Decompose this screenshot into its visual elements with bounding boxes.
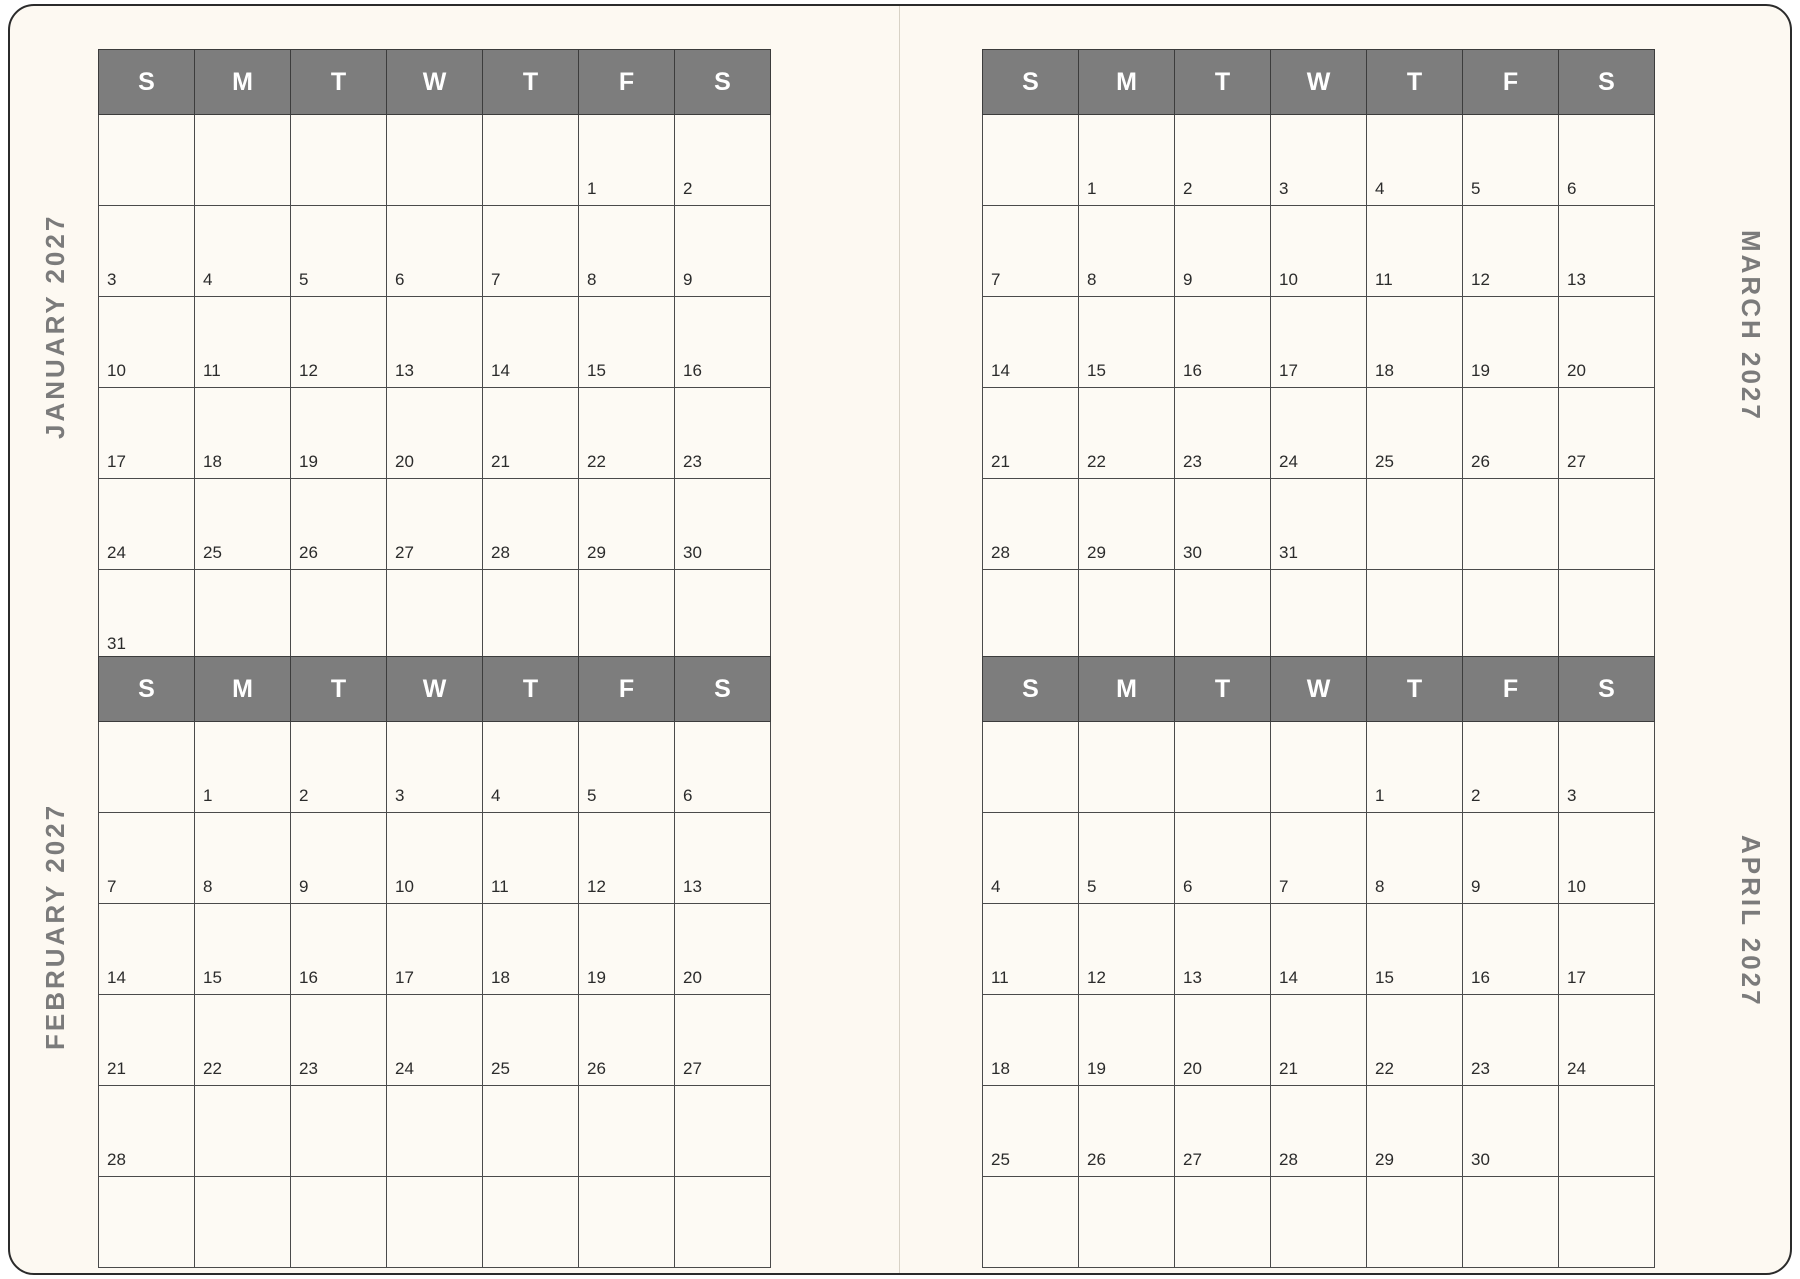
calendar-day-cell[interactable]: 5 [291, 206, 387, 297]
calendar-week-row [99, 1086, 771, 1177]
weekday-header-cell: T [1367, 657, 1463, 722]
calendar-day-cell[interactable]: 18 [983, 995, 1079, 1086]
calendar-day-cell[interactable]: 7 [483, 206, 579, 297]
calendar-empty-cell[interactable] [483, 115, 579, 206]
calendar-week-row [983, 388, 1655, 479]
calendar-empty-cell[interactable] [387, 570, 483, 661]
calendar-empty-cell[interactable] [1367, 1177, 1463, 1268]
weekday-header-cell: M [1079, 657, 1175, 722]
calendar-day-cell[interactable]: 28 [1271, 1086, 1367, 1177]
calendar-day-cell[interactable]: 4 [1367, 115, 1463, 206]
calendar-empty-cell[interactable] [291, 115, 387, 206]
calendar-day-cell[interactable]: 28 [99, 1086, 195, 1177]
calendar-day-cell[interactable]: 13 [675, 813, 771, 904]
calendar-day-cell[interactable]: 25 [1367, 388, 1463, 479]
calendar-day-cell[interactable]: 29 [1367, 1086, 1463, 1177]
calendar-empty-cell[interactable] [291, 1177, 387, 1268]
weekday-header-cell: T [483, 50, 579, 115]
calendar-day-cell[interactable]: 23 [291, 995, 387, 1086]
calendar-day-cell[interactable]: 19 [291, 388, 387, 479]
weekday-header-cell: W [387, 657, 483, 722]
calendar-day-cell[interactable]: 7 [1271, 813, 1367, 904]
calendar-empty-cell[interactable] [483, 1177, 579, 1268]
calendar-day-cell[interactable]: 20 [1559, 297, 1655, 388]
calendar-day-cell[interactable]: 29 [1079, 479, 1175, 570]
calendar-week-row [99, 570, 771, 661]
calendar-day-cell[interactable]: 22 [1367, 995, 1463, 1086]
calendar-week-row [983, 904, 1655, 995]
weekday-header-cell: W [1271, 657, 1367, 722]
calendar-day-cell[interactable]: 22 [579, 388, 675, 479]
weekday-header-cell: F [579, 657, 675, 722]
calendar-empty-cell[interactable] [1463, 570, 1559, 661]
calendar-day-cell[interactable]: 18 [195, 388, 291, 479]
calendar-day-cell[interactable]: 17 [99, 388, 195, 479]
weekday-header-cell: F [1463, 657, 1559, 722]
calendar-day-cell[interactable]: 7 [983, 206, 1079, 297]
calendar-april[interactable] [982, 656, 1655, 1268]
weekday-header-cell: S [675, 50, 771, 115]
weekday-header-cell: M [195, 50, 291, 115]
month-label-march: MARCH 2027 [1736, 230, 1766, 422]
calendar-day-cell[interactable]: 17 [387, 904, 483, 995]
calendar-day-cell[interactable]: 3 [1559, 722, 1655, 813]
calendar-week-row [99, 904, 771, 995]
planner-spread [8, 4, 1792, 1275]
calendar-empty-cell[interactable] [675, 1086, 771, 1177]
calendar-day-cell[interactable]: 13 [1175, 904, 1271, 995]
calendar-empty-cell[interactable] [675, 570, 771, 661]
weekday-header-cell: M [195, 657, 291, 722]
calendar-empty-cell[interactable] [1079, 722, 1175, 813]
calendar-empty-cell[interactable] [387, 1086, 483, 1177]
weekday-header-cell: M [1079, 50, 1175, 115]
weekday-header-cell: S [1559, 657, 1655, 722]
calendar-empty-cell[interactable] [387, 1177, 483, 1268]
calendar-week-row [99, 995, 771, 1086]
calendar-week-row [99, 388, 771, 479]
calendar-day-cell[interactable]: 15 [195, 904, 291, 995]
planner-right-page [900, 6, 1790, 1273]
calendar-day-cell[interactable]: 28 [983, 479, 1079, 570]
calendar-week-row [99, 1177, 771, 1268]
calendar-day-cell[interactable]: 26 [1079, 1086, 1175, 1177]
calendar-day-cell[interactable]: 16 [291, 904, 387, 995]
weekday-header-cell: S [675, 657, 771, 722]
calendar-day-cell[interactable]: 16 [675, 297, 771, 388]
calendar-empty-cell[interactable] [195, 1086, 291, 1177]
calendar-day-cell[interactable]: 30 [675, 479, 771, 570]
calendar-day-cell[interactable]: 15 [579, 297, 675, 388]
calendar-day-cell[interactable]: 4 [483, 722, 579, 813]
calendar-day-cell[interactable]: 21 [1271, 995, 1367, 1086]
calendar-day-cell[interactable]: 9 [1175, 206, 1271, 297]
calendar-empty-cell[interactable] [1367, 479, 1463, 570]
calendar-day-cell[interactable]: 20 [387, 388, 483, 479]
calendar-day-cell[interactable]: 1 [195, 722, 291, 813]
calendar-day-cell[interactable]: 10 [1559, 813, 1655, 904]
calendar-day-cell[interactable]: 31 [1271, 479, 1367, 570]
calendar-week-row [99, 206, 771, 297]
calendar-day-cell[interactable]: 22 [195, 995, 291, 1086]
calendar-day-cell[interactable]: 14 [1271, 904, 1367, 995]
calendar-empty-cell[interactable] [1559, 479, 1655, 570]
calendar-empty-cell[interactable] [291, 1086, 387, 1177]
calendar-day-cell[interactable]: 26 [291, 479, 387, 570]
calendar-week-row [983, 479, 1655, 570]
calendar-day-cell[interactable]: 1 [1079, 115, 1175, 206]
calendar-empty-cell[interactable] [1271, 570, 1367, 661]
calendar-day-cell[interactable]: 2 [291, 722, 387, 813]
weekday-header-cell: S [99, 657, 195, 722]
weekday-header-cell: T [291, 50, 387, 115]
calendar-empty-cell[interactable] [1175, 1177, 1271, 1268]
calendar-week-row [983, 570, 1655, 661]
calendar-empty-cell[interactable] [99, 115, 195, 206]
weekday-header-row [983, 50, 1655, 115]
calendar-day-cell[interactable]: 31 [99, 570, 195, 661]
month-label-april: APRIL 2027 [1736, 834, 1766, 1008]
weekday-header-row [99, 657, 771, 722]
calendar-empty-cell[interactable] [483, 570, 579, 661]
calendar-day-cell[interactable]: 2 [1463, 722, 1559, 813]
calendar-day-cell[interactable]: 27 [387, 479, 483, 570]
calendar-day-cell[interactable]: 5 [579, 722, 675, 813]
calendar-day-cell[interactable]: 9 [291, 813, 387, 904]
calendar-day-cell[interactable]: 23 [1463, 995, 1559, 1086]
calendar-day-cell[interactable]: 17 [1271, 297, 1367, 388]
calendar-day-cell[interactable]: 4 [195, 206, 291, 297]
weekday-header-cell: S [99, 50, 195, 115]
calendar-day-cell[interactable]: 13 [387, 297, 483, 388]
calendar-day-cell[interactable]: 12 [1079, 904, 1175, 995]
calendar-empty-cell[interactable] [983, 1177, 1079, 1268]
calendar-empty-cell[interactable] [579, 1177, 675, 1268]
calendar-week-row [983, 722, 1655, 813]
calendar-empty-cell[interactable] [1079, 1177, 1175, 1268]
calendar-day-cell[interactable]: 10 [99, 297, 195, 388]
calendar-day-cell[interactable]: 10 [387, 813, 483, 904]
planner-left-page [10, 6, 900, 1273]
calendar-empty-cell[interactable] [195, 570, 291, 661]
calendar-day-cell[interactable]: 12 [291, 297, 387, 388]
calendar-day-cell[interactable]: 8 [579, 206, 675, 297]
calendar-empty-cell[interactable] [483, 1086, 579, 1177]
calendar-day-cell[interactable]: 24 [1559, 995, 1655, 1086]
weekday-header-cell: S [1559, 50, 1655, 115]
calendar-day-cell[interactable]: 15 [1079, 297, 1175, 388]
calendar-day-cell[interactable]: 5 [1463, 115, 1559, 206]
calendar-day-cell[interactable]: 25 [483, 995, 579, 1086]
calendar-day-cell[interactable]: 25 [195, 479, 291, 570]
calendar-day-cell[interactable]: 3 [387, 722, 483, 813]
calendar-day-cell[interactable]: 24 [1271, 388, 1367, 479]
weekday-header-cell: S [983, 50, 1079, 115]
calendar-week-row [99, 297, 771, 388]
calendar-empty-cell[interactable] [1559, 570, 1655, 661]
calendar-empty-cell[interactable] [99, 722, 195, 813]
calendar-march[interactable] [982, 49, 1655, 661]
calendar-day-cell[interactable]: 12 [579, 813, 675, 904]
calendar-day-cell[interactable]: 18 [483, 904, 579, 995]
calendar-day-cell[interactable]: 21 [99, 995, 195, 1086]
calendar-empty-cell[interactable] [387, 115, 483, 206]
calendar-day-cell[interactable]: 28 [483, 479, 579, 570]
calendar-day-cell[interactable]: 6 [675, 722, 771, 813]
calendar-empty-cell[interactable] [1463, 479, 1559, 570]
calendar-day-cell[interactable]: 15 [1367, 904, 1463, 995]
calendar-day-cell[interactable]: 17 [1559, 904, 1655, 995]
weekday-header-cell: F [1463, 50, 1559, 115]
calendar-day-cell[interactable]: 16 [1463, 904, 1559, 995]
calendar-day-cell[interactable]: 16 [1175, 297, 1271, 388]
calendar-day-cell[interactable]: 2 [675, 115, 771, 206]
month-label-january: JANUARY 2027 [40, 213, 70, 439]
calendar-day-cell[interactable]: 11 [195, 297, 291, 388]
calendar-day-cell[interactable]: 8 [1079, 206, 1175, 297]
calendar-day-cell[interactable]: 3 [1271, 115, 1367, 206]
calendar-empty-cell[interactable] [99, 1177, 195, 1268]
calendar-january[interactable] [98, 49, 771, 661]
calendar-day-cell[interactable]: 14 [983, 297, 1079, 388]
weekday-header-row [99, 50, 771, 115]
calendar-week-row [983, 115, 1655, 206]
calendar-day-cell[interactable]: 3 [99, 206, 195, 297]
calendar-day-cell[interactable]: 26 [1463, 388, 1559, 479]
calendar-day-cell[interactable]: 7 [99, 813, 195, 904]
calendar-day-cell[interactable]: 30 [1463, 1086, 1559, 1177]
calendar-empty-cell[interactable] [1367, 570, 1463, 661]
calendar-empty-cell[interactable] [1271, 722, 1367, 813]
calendar-week-row [983, 1086, 1655, 1177]
calendar-day-cell[interactable]: 12 [1463, 206, 1559, 297]
calendar-empty-cell[interactable] [1559, 1177, 1655, 1268]
calendar-week-row [99, 479, 771, 570]
calendar-day-cell[interactable]: 6 [387, 206, 483, 297]
calendar-empty-cell[interactable] [983, 722, 1079, 813]
weekday-header-cell: W [1271, 50, 1367, 115]
calendar-day-cell[interactable]: 21 [983, 388, 1079, 479]
weekday-header-cell: T [1175, 657, 1271, 722]
calendar-day-cell[interactable]: 24 [99, 479, 195, 570]
calendar-day-cell[interactable]: 22 [1079, 388, 1175, 479]
calendar-empty-cell[interactable] [1175, 570, 1271, 661]
calendar-week-row [983, 813, 1655, 904]
calendar-week-row [983, 995, 1655, 1086]
calendar-day-cell[interactable]: 13 [1559, 206, 1655, 297]
calendar-day-cell[interactable]: 9 [675, 206, 771, 297]
calendar-empty-cell[interactable] [1463, 1177, 1559, 1268]
calendar-day-cell[interactable]: 6 [1559, 115, 1655, 206]
calendar-day-cell[interactable]: 23 [675, 388, 771, 479]
calendar-empty-cell[interactable] [1079, 570, 1175, 661]
weekday-header-cell: T [1367, 50, 1463, 115]
weekday-header-cell: T [291, 657, 387, 722]
calendar-empty-cell[interactable] [195, 1177, 291, 1268]
calendar-day-cell[interactable]: 10 [1271, 206, 1367, 297]
weekday-header-cell: T [483, 657, 579, 722]
calendar-week-row [99, 115, 771, 206]
calendar-day-cell[interactable]: 11 [1367, 206, 1463, 297]
calendar-day-cell[interactable]: 27 [1175, 1086, 1271, 1177]
calendar-empty-cell[interactable] [1175, 722, 1271, 813]
calendar-empty-cell[interactable] [579, 1086, 675, 1177]
calendar-day-cell[interactable]: 20 [1175, 995, 1271, 1086]
calendar-day-cell[interactable]: 11 [483, 813, 579, 904]
calendar-week-row [983, 297, 1655, 388]
calendar-empty-cell[interactable] [983, 570, 1079, 661]
calendar-day-cell[interactable]: 1 [1367, 722, 1463, 813]
calendar-day-cell[interactable]: 19 [1079, 995, 1175, 1086]
calendar-day-cell[interactable]: 23 [1175, 388, 1271, 479]
calendar-week-row [99, 813, 771, 904]
calendar-day-cell[interactable]: 29 [579, 479, 675, 570]
calendar-day-cell[interactable]: 8 [195, 813, 291, 904]
calendar-february[interactable] [98, 656, 771, 1268]
calendar-empty-cell[interactable] [1271, 1177, 1367, 1268]
calendar-day-cell[interactable]: 18 [1367, 297, 1463, 388]
weekday-header-row [983, 657, 1655, 722]
calendar-day-cell[interactable]: 21 [483, 388, 579, 479]
month-label-february: FEBRUARY 2027 [40, 802, 70, 1050]
calendar-week-row [99, 722, 771, 813]
calendar-week-row [983, 1177, 1655, 1268]
calendar-day-cell[interactable]: 24 [387, 995, 483, 1086]
calendar-empty-cell[interactable] [579, 570, 675, 661]
calendar-day-cell[interactable]: 5 [1079, 813, 1175, 904]
calendar-day-cell[interactable]: 14 [99, 904, 195, 995]
weekday-header-cell: F [579, 50, 675, 115]
calendar-empty-cell[interactable] [195, 115, 291, 206]
calendar-day-cell[interactable]: 26 [579, 995, 675, 1086]
calendar-day-cell[interactable]: 14 [483, 297, 579, 388]
calendar-day-cell[interactable]: 2 [1175, 115, 1271, 206]
calendar-day-cell[interactable]: 27 [1559, 388, 1655, 479]
weekday-header-cell: W [387, 50, 483, 115]
calendar-day-cell[interactable]: 25 [983, 1086, 1079, 1177]
calendar-day-cell[interactable]: 1 [579, 115, 675, 206]
calendar-empty-cell[interactable] [1559, 1086, 1655, 1177]
calendar-day-cell[interactable]: 19 [1463, 297, 1559, 388]
calendar-week-row [983, 206, 1655, 297]
calendar-day-cell[interactable]: 9 [1463, 813, 1559, 904]
calendar-empty-cell[interactable] [983, 115, 1079, 206]
calendar-day-cell[interactable]: 6 [1175, 813, 1271, 904]
calendar-day-cell[interactable]: 11 [983, 904, 1079, 995]
calendar-empty-cell[interactable] [291, 570, 387, 661]
calendar-day-cell[interactable]: 20 [675, 904, 771, 995]
calendar-day-cell[interactable]: 8 [1367, 813, 1463, 904]
calendar-empty-cell[interactable] [675, 1177, 771, 1268]
calendar-day-cell[interactable]: 27 [675, 995, 771, 1086]
calendar-day-cell[interactable]: 19 [579, 904, 675, 995]
calendar-day-cell[interactable]: 30 [1175, 479, 1271, 570]
weekday-header-cell: T [1175, 50, 1271, 115]
calendar-day-cell[interactable]: 4 [983, 813, 1079, 904]
weekday-header-cell: S [983, 657, 1079, 722]
